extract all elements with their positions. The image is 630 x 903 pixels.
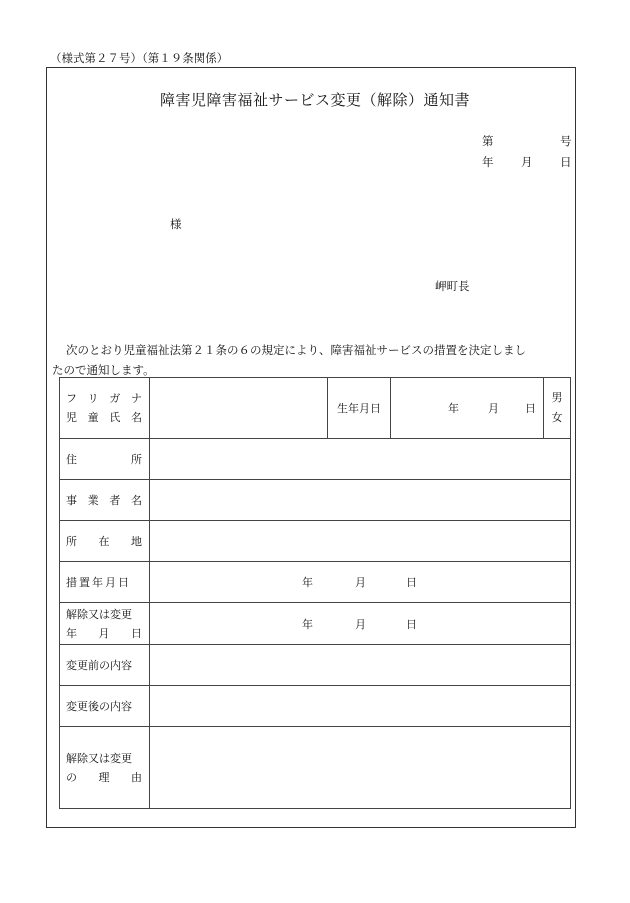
- number-suffix: 号: [560, 134, 572, 148]
- business-label: 事 業 者 名: [60, 480, 150, 521]
- address-field[interactable]: [150, 439, 571, 480]
- birth-date-field[interactable]: 年 月 日: [391, 378, 544, 439]
- child-name-field[interactable]: [150, 378, 328, 439]
- name-label-cell: フ リ ガ ナ 児 童 氏 名: [60, 378, 150, 439]
- form-reference: （様式第２７号）（第１９条関係）: [50, 51, 229, 65]
- change-date-label: 解除又は変更 年 月 日: [60, 603, 150, 645]
- before-content-field[interactable]: [150, 645, 571, 686]
- measure-date-label: 措置年月日: [60, 562, 150, 603]
- address-label: 住 所: [60, 439, 150, 480]
- birth-date-label: 生年月日: [328, 378, 391, 439]
- after-content-label: 変更後の内容: [60, 686, 150, 727]
- date-year: 年: [482, 155, 494, 169]
- reason-field[interactable]: [150, 727, 571, 809]
- measure-date-field[interactable]: 年 月 日: [150, 562, 571, 603]
- notice-body-line2: たので通知します。: [52, 363, 155, 377]
- before-content-label: 変更前の内容: [60, 645, 150, 686]
- location-label: 所 在 地: [60, 521, 150, 562]
- location-field[interactable]: [150, 521, 571, 562]
- issuer-title: 岬町長: [435, 279, 470, 293]
- after-content-field[interactable]: [150, 686, 571, 727]
- date-day: 日: [560, 155, 572, 169]
- notice-body: [52, 340, 577, 380]
- addressee-suffix: 様: [170, 217, 182, 231]
- change-date-field[interactable]: 年 月 日: [150, 603, 571, 645]
- date-month: 月: [521, 155, 533, 169]
- document-title: 障害児障害福祉サービス変更（解除）通知書: [159, 91, 470, 109]
- gender-field[interactable]: 男 女: [544, 378, 571, 439]
- notice-body-line1: 次のとおり児童福祉法第２１条の６の規定により、障害福祉サービスの措置を決定しまし: [66, 343, 526, 357]
- notice-table: [59, 377, 571, 809]
- business-field[interactable]: [150, 480, 571, 521]
- reason-label: 解除又は変更 の 理 由: [60, 727, 150, 809]
- number-prefix: 第: [482, 134, 494, 148]
